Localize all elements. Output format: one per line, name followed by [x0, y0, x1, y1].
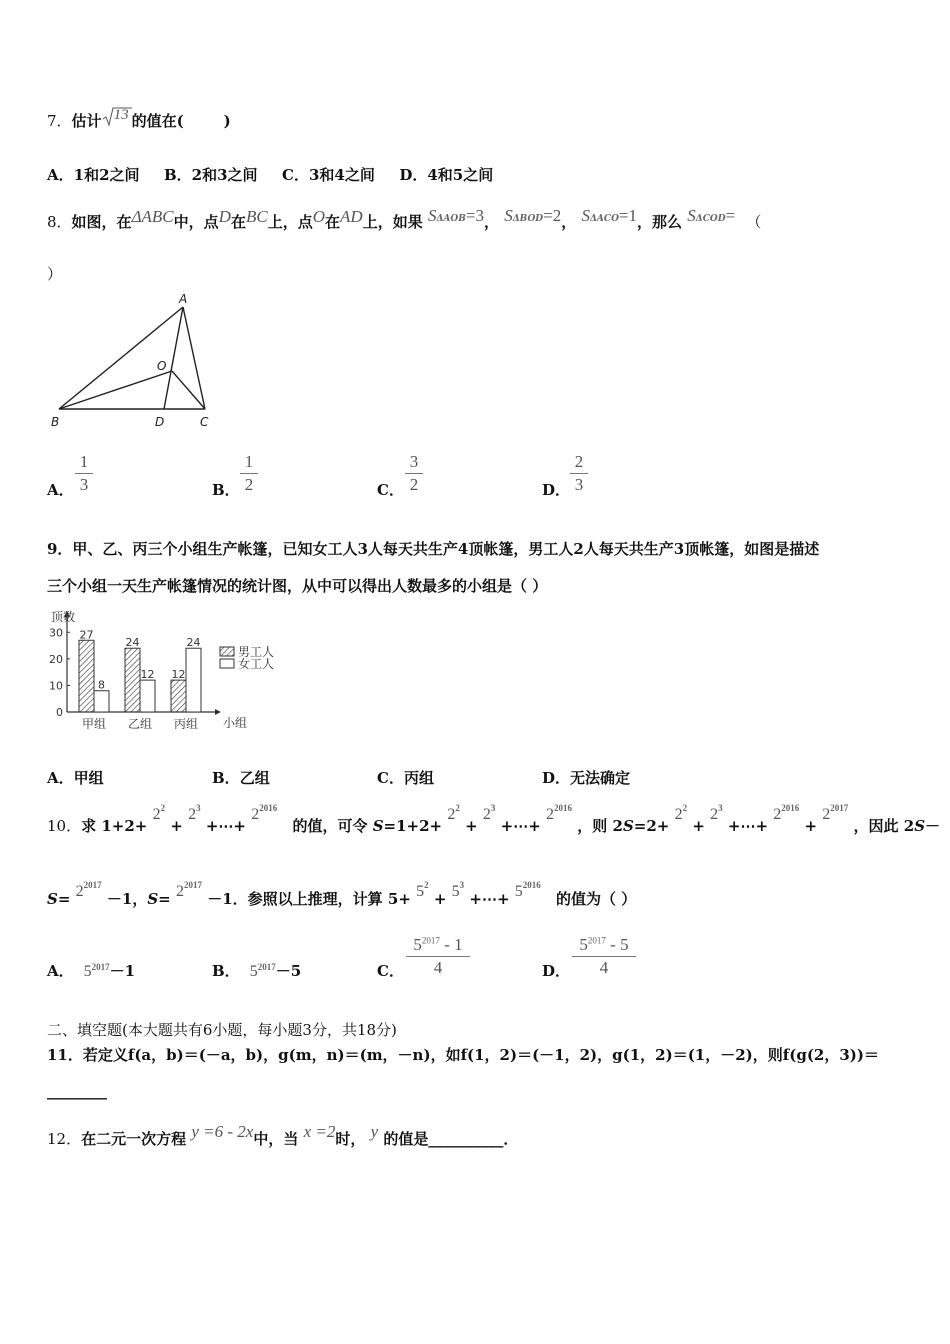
y-tick-label: 20: [49, 652, 63, 666]
segment-co: [172, 371, 205, 409]
q7-option-d[interactable]: D．4和5之间: [399, 166, 494, 184]
edge-ac: [183, 307, 205, 409]
bar-value-label: 12: [140, 668, 155, 682]
segment-ad: [164, 307, 183, 409]
triangle-figure: [45, 288, 220, 433]
q8-option-d-fraction: 2 3: [570, 452, 588, 495]
x-axis-label: 小组: [223, 716, 248, 730]
label-b: B: [51, 415, 60, 429]
q12-answer-blank[interactable]: __________: [428, 1130, 504, 1148]
q10-line-2: $S= 2^{2017} -1$，$S= 2^{2017} -1$．参照以上推理，计算 $5+ 5^2 + 5^3$ +⋯+ $5^{2016}$ 的值为（ ）: [47, 880, 637, 908]
q8-option-a-fraction: 1 3: [75, 452, 93, 495]
q7-options: [47, 164, 493, 185]
section-heading: 二、填空题(本大题共有6小题，每小题3分，共18分): [47, 1021, 397, 1039]
area-aob: SΔAOB=3: [427, 206, 484, 225]
q8-option-d[interactable]: D．: [542, 481, 571, 499]
bar-male: [171, 680, 186, 712]
area-aco: SΔACO=1: [581, 206, 638, 225]
category-label: 乙组: [127, 717, 153, 731]
q11-answer-blank[interactable]: ________: [47, 1082, 107, 1100]
bar-male: [79, 640, 94, 712]
y-tick-label: 30: [49, 626, 63, 640]
y-tick-label: 10: [49, 679, 63, 693]
bar-value-label: 24: [125, 636, 140, 650]
q7-option-b[interactable]: B．2和3之间: [163, 166, 258, 184]
q7-number: 7．: [47, 112, 72, 130]
y-tick-label: 0: [56, 706, 63, 719]
q8-option-b[interactable]: B．: [212, 481, 240, 499]
bar-female: [94, 691, 109, 712]
legend-label: 男工人: [238, 645, 275, 659]
label-d: D: [155, 415, 165, 429]
q9-option-b[interactable]: B．乙组: [212, 769, 270, 787]
q10-option-c-fraction: $5^{2017} - 1$ 4: [406, 935, 470, 978]
q7-option-a[interactable]: A．1和2之间: [47, 166, 140, 184]
area-cod: SΔCOD=: [687, 206, 736, 225]
edge-ab: [59, 307, 183, 409]
q10-option-b[interactable]: B． $5^{2017}-5$: [212, 962, 302, 980]
area-bod: SΔBOD=2: [504, 206, 562, 225]
bar-value-label: 12: [171, 668, 186, 682]
bar-value-label: 8: [98, 678, 105, 692]
q8-option-a[interactable]: A．: [47, 481, 74, 499]
q8-option-b-fraction: 1 2: [240, 452, 258, 495]
category-label: 丙组: [173, 717, 199, 731]
q8-option-c-fraction: 3 2: [405, 452, 423, 495]
q7-option-c[interactable]: C．3和4之间: [282, 166, 375, 184]
bar-value-label: 24: [186, 636, 201, 650]
q10-line-1: 10．求 $1+2+ 2^2 + 2^3$ +⋯+ $2^{2016}$ 的值，可令 $S=1+2+ 2^2 + 2^3$ +⋯+ $2^{2016}$ ，则 $2S=2+ 2^2 + 2^3$ +⋯+ $2^{2016} + 2^{2017}$ ，因此 2S－: [47, 803, 941, 835]
q8-stem: 8．如图，在ΔABC中，点D在BC上，点O在AD上，如果 SΔAOB=3， SΔBOD=2， SΔACO=1，那么 SΔCOD= （: [47, 206, 762, 231]
q9-line-1: 9．甲、乙、丙三个小组生产帐篷，已知女工人3人每天共生产4顶帐篷，男工人2人每天共生产3顶帐篷，如图是描述: [47, 540, 820, 558]
legend-swatch: [220, 659, 234, 668]
q9-line-2: 三个小组一天生产帐篷情况的统计图，从中可以得出人数最多的小组是（ ）: [47, 577, 548, 595]
q7-stem: 7．估计 13 的值在( ): [47, 107, 231, 130]
q12-stem: 12．在二元一次方程 y =6 - 2x中，当 x =2时， y 的值是__________．: [47, 1122, 519, 1148]
legend-label: 女工人: [238, 657, 275, 671]
legend-swatch: [220, 647, 234, 656]
bar-female: [186, 648, 201, 712]
label-o: O: [157, 359, 167, 373]
category-label: 甲组: [81, 717, 107, 731]
x-axis-arrow: [215, 709, 221, 715]
bar-male: [125, 648, 140, 712]
q8-close-paren: ）: [47, 265, 63, 283]
q10-option-d-fraction: $5^{2017} - 5$ 4: [572, 935, 636, 978]
label-c: C: [200, 415, 209, 429]
q9-option-a[interactable]: A．甲组: [47, 769, 104, 787]
sqrt-expression: 13: [102, 110, 132, 128]
q9-option-d[interactable]: D．无法确定: [542, 769, 631, 787]
q9-option-c[interactable]: C．丙组: [377, 769, 434, 787]
bar-value-label: 27: [79, 628, 94, 642]
bar-chart: [45, 605, 295, 735]
q10-option-d[interactable]: D．: [542, 962, 571, 980]
y-axis-label: 顶数: [51, 610, 76, 624]
q12-equation: y =6 - 2x: [191, 1122, 254, 1141]
label-a: A: [179, 292, 188, 306]
q8-option-c[interactable]: C．: [377, 481, 404, 499]
segment-bo: [59, 371, 172, 409]
q10-option-c[interactable]: C．: [377, 962, 404, 980]
q11-stem: 11．若定义f(a，b)＝(－a，b)，g(m，n)＝(m，－n)，如f(1，2)＝(－1，2)，g(1，2)＝(1，－2)，则f(g(2，3))＝: [47, 1046, 879, 1064]
bar-female: [140, 680, 155, 712]
q10-option-a[interactable]: A． $5^{2017}-1$: [47, 962, 136, 980]
